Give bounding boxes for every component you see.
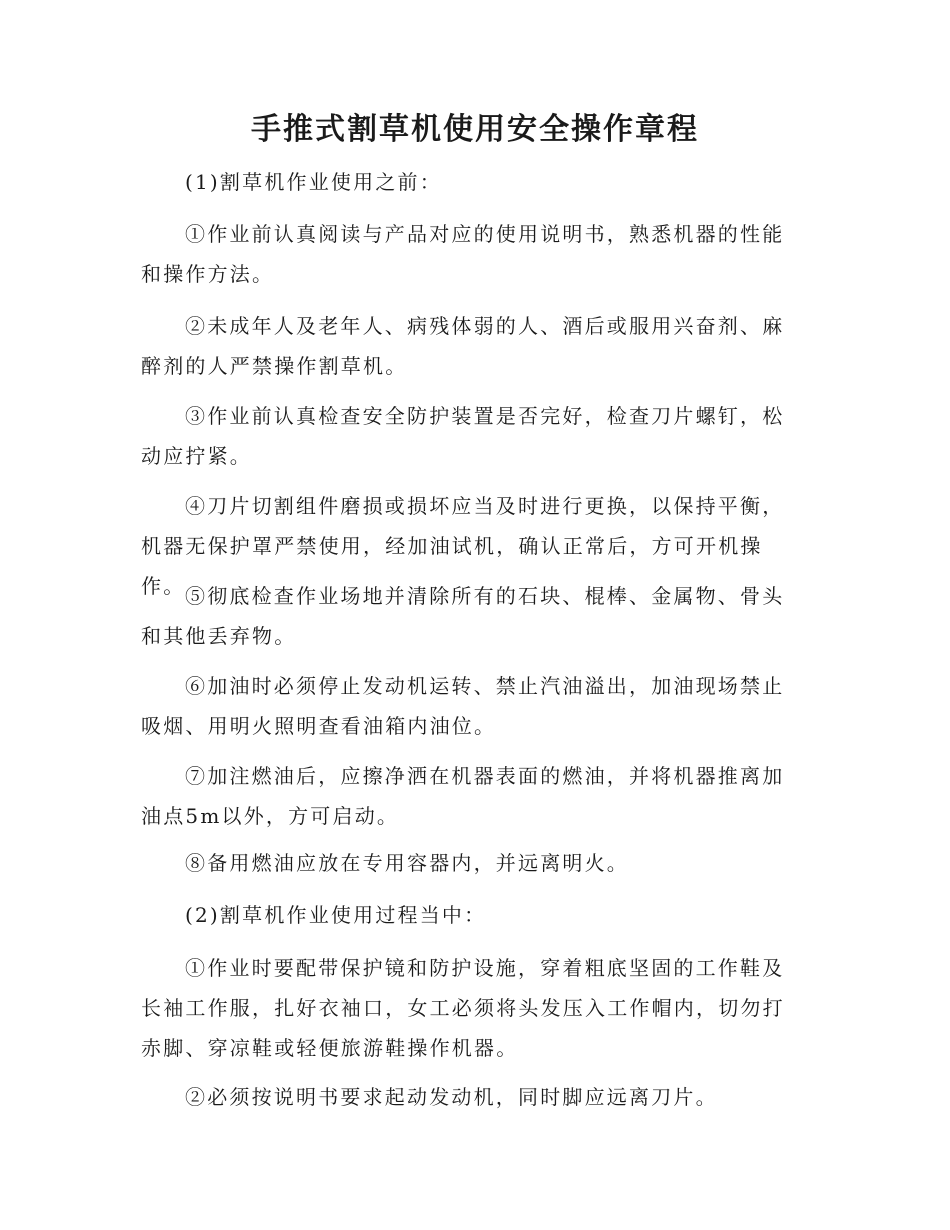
paragraph-item: ②必须按说明书要求起动发动机，同时脚应远离刀片。 bbox=[185, 1085, 718, 1109]
section-heading-1: (1)割草机作业使用之前： bbox=[185, 170, 442, 194]
document-title: 手推式割草机使用安全操作章程 bbox=[251, 112, 699, 147]
paragraph-item: ④刀片切割组件磨损或损坏应当及时进行更换，以保持平衡，机器无保护罩严禁使用，经加油试机，确认正常后，方可开机操作。 bbox=[141, 494, 785, 598]
paragraph-item: ③作业前认真检查安全防护装置是否完好，检查刀片螺钉，松动应拧紧。 bbox=[141, 404, 785, 468]
paragraph-item: ②未成年人及老年人、病残体弱的人、酒后或服用兴奋剂、麻醉剂的人严禁操作割草机。 bbox=[141, 314, 785, 378]
paragraph-item: ①作业前认真阅读与产品对应的使用说明书，熟悉机器的性能和操作方法。 bbox=[141, 222, 785, 286]
paragraph-item: ⑤彻底检查作业场地并清除所有的石块、棍棒、金属物、骨头和其他丢弃物。 bbox=[141, 584, 785, 648]
paragraph-item: ①作业时要配带保护镜和防护设施，穿着粗底坚固的工作鞋及长袖工作服，扎好衣袖口，女工必须将头发压入工作帽内，切勿打赤脚、穿凉鞋或轻便旅游鞋操作机器。 bbox=[141, 956, 785, 1060]
paragraph-item: ⑥加油时必须停止发动机运转、禁止汽油溢出，加油现场禁止吸烟、用明火照明查看油箱内油位。 bbox=[141, 674, 785, 738]
section-heading-2: (2)割草机作业使用过程当中： bbox=[185, 903, 487, 927]
paragraph-item: ⑦加注燃油后，应擦净洒在机器表面的燃油，并将机器推离加油点5m以外，方可启动。 bbox=[141, 764, 785, 828]
paragraph-item: ⑧备用燃油应放在专用容器内，并远离明火。 bbox=[185, 851, 629, 875]
